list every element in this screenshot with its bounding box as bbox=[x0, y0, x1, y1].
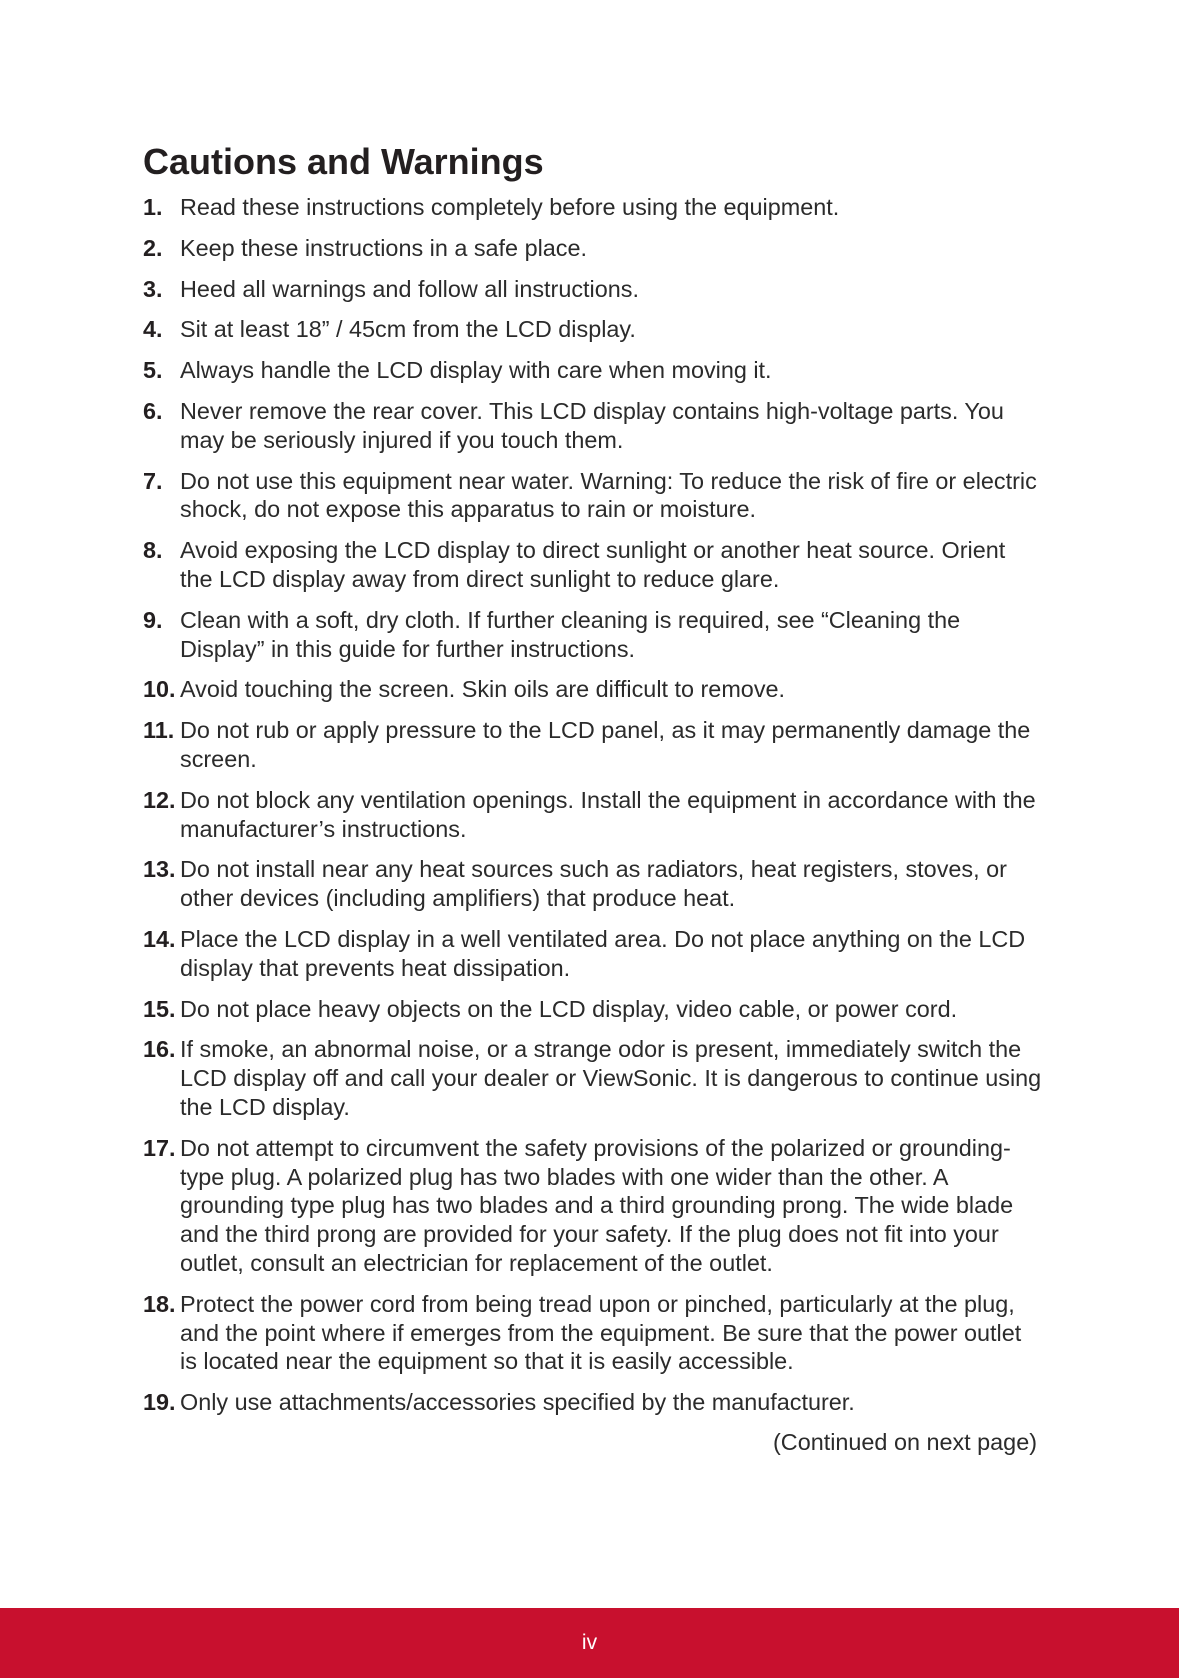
item-number: 1. bbox=[143, 194, 163, 220]
item-text: Do not block any ventilation openings. Install the equipment in accordance with the manufacturer’s instructions. bbox=[180, 786, 1036, 842]
page-title: Cautions and Warnings bbox=[143, 141, 544, 182]
item-text: Do not attempt to circumvent the safety provisions of the polarized or grounding-type plug. A polarized plug has two blades with one wider than the other. A grounding type plug has two blades and a third grounding prong. The wide blade and the third prong are provided for your safety. If the plug does not fit into your outlet, consult an electrician for replacement of the outlet. bbox=[180, 1134, 1014, 1276]
footer-bar bbox=[0, 1608, 1179, 1678]
item-text: Clean with a soft, dry cloth. If further cleaning is required, see “Cleaning the Display” in this guide for further instructions. bbox=[180, 606, 961, 662]
item-text: Read these instructions completely before using the equipment. bbox=[180, 194, 840, 220]
item-text: Do not use this equipment near water. Warning: To reduce the risk of fire or electric shock, do not expose this apparatus to rain or moisture. bbox=[180, 467, 1037, 523]
list-item bbox=[143, 855, 1043, 913]
item-text: If smoke, an abnormal noise, or a strange odor is present, immediately switch the LCD display off and call your dealer or ViewSonic. It is dangerous to continue using the LCD display. bbox=[180, 1036, 1042, 1120]
list-item bbox=[143, 606, 1043, 664]
list-item bbox=[143, 716, 1043, 774]
item-text: Only use attachments/accessories specified by the manufacturer. bbox=[180, 1389, 855, 1416]
item-number: 15. bbox=[143, 995, 176, 1022]
item-text: Avoid touching the screen. Skin oils are difficult to remove. bbox=[180, 676, 786, 703]
item-number: 11. bbox=[143, 717, 175, 744]
item-text: Do not place heavy objects on the LCD display, video cable, or power cord. bbox=[180, 995, 958, 1022]
item-number: 9. bbox=[143, 606, 163, 633]
item-text: Do not install near any heat sources such as radiators, heat registers, stoves, or other devices (including amplifiers) that produce heat. bbox=[180, 856, 1007, 912]
item-number: 19. bbox=[143, 1389, 176, 1416]
cautions-list bbox=[143, 193, 1043, 1429]
item-text: Protect the power cord from being tread upon or pinched, particularly at the plug, and the point where if emerges from the equipment. Be sure that the power outlet is located near the equipment so that it is easily accessible. bbox=[180, 1290, 1022, 1375]
list-item bbox=[143, 315, 1043, 344]
list-item bbox=[143, 275, 1043, 304]
item-number: 6. bbox=[143, 397, 163, 424]
list-item bbox=[143, 356, 1043, 385]
item-text: Place the LCD display in a well ventilated area. Do not place anything on the LCD display that prevents heat dissipation. bbox=[180, 925, 1026, 981]
item-number: 12. bbox=[143, 786, 176, 813]
item-text: Sit at least 18” / 45cm from the LCD display. bbox=[180, 316, 636, 343]
list-item bbox=[143, 467, 1043, 525]
list-item bbox=[143, 786, 1043, 844]
list-item bbox=[143, 193, 1043, 222]
page-number: iv bbox=[581, 1631, 598, 1654]
list-item bbox=[143, 1388, 1043, 1417]
item-text: Keep these instructions in a safe place. bbox=[180, 234, 587, 261]
list-item bbox=[143, 1290, 1043, 1376]
item-number: 17. bbox=[143, 1134, 176, 1161]
item-text: Avoid exposing the LCD display to direct sunlight or another heat source. Orient the LCD display away from direct sunlight to reduce glare. bbox=[180, 537, 1006, 592]
item-number: 5. bbox=[143, 357, 163, 384]
list-item bbox=[143, 675, 1043, 704]
list-item bbox=[143, 1134, 1043, 1278]
list-item bbox=[143, 536, 1043, 594]
item-text: Always handle the LCD display with care when moving it. bbox=[180, 357, 772, 384]
item-number: 4. bbox=[143, 316, 163, 343]
item-number: 3. bbox=[143, 275, 163, 302]
continued-note: (Continued on next page) bbox=[773, 1429, 1037, 1455]
item-number: 8. bbox=[143, 537, 163, 564]
item-text: Never remove the rear cover. This LCD display contains high-voltage parts. You may be seriously injured if you touch them. bbox=[180, 397, 1004, 453]
item-number: 13. bbox=[143, 856, 176, 883]
item-number: 2. bbox=[143, 234, 163, 261]
list-item bbox=[143, 397, 1043, 455]
item-text: Heed all warnings and follow all instructions. bbox=[180, 275, 639, 302]
item-number: 18. bbox=[143, 1290, 176, 1317]
item-number: 10. bbox=[143, 676, 176, 703]
list-item bbox=[143, 234, 1043, 263]
list-item bbox=[143, 1035, 1043, 1121]
list-item bbox=[143, 995, 1043, 1024]
item-text: Do not rub or apply pressure to the LCD panel, as it may permanently damage the screen. bbox=[180, 717, 1031, 772]
list-item bbox=[143, 925, 1043, 983]
item-number: 14. bbox=[143, 925, 176, 952]
item-number: 7. bbox=[143, 467, 163, 494]
item-number: 16. bbox=[143, 1036, 176, 1063]
